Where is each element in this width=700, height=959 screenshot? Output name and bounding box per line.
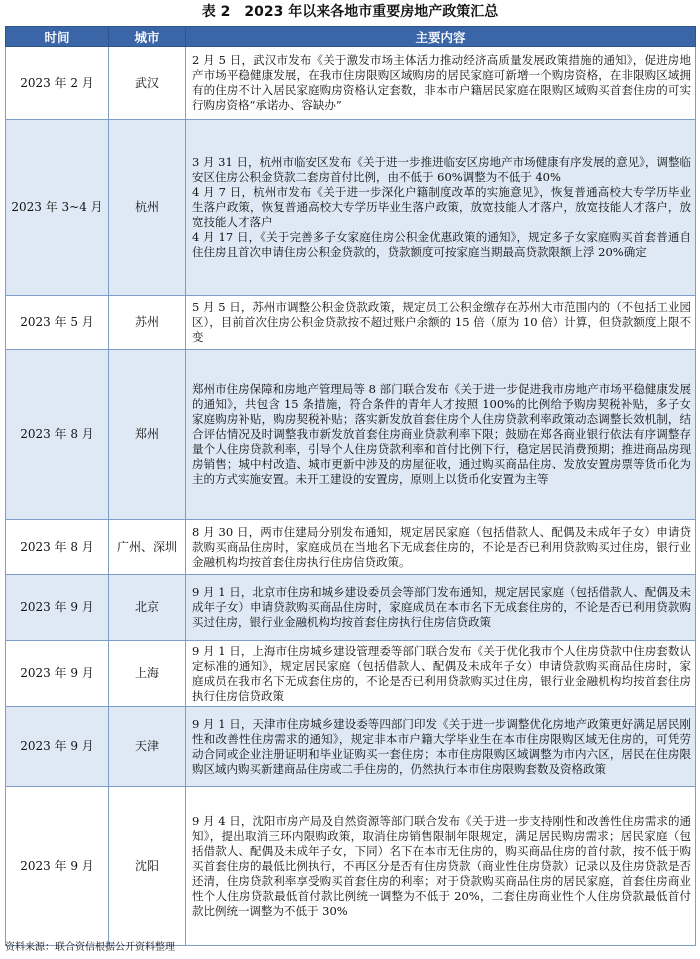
content-paragraph: 5 月 5 日，苏州市调整公积金贷款政策，规定员工公积金缴存在苏州大市范围内的（不包括工业园区），目前首次住房公积金贷款按不超过账户余额的 15 倍（原为 10 倍）计算，但贷款额度上限不变 [192, 300, 691, 344]
row-time: 2023 年 3~4 月 [6, 120, 109, 296]
row-content [186, 575, 696, 641]
content-paragraph: 3 月 31 日，杭州市临安区发布《关于进一步推进临安区房地产市场健康有序发展的意见》，调整临安区住房公积金贷款二套房首付比例，由不低于 60%调整为不低于 40% [192, 155, 691, 184]
row-time: 2023 年 9 月 [6, 707, 109, 787]
row-city: 沈阳 [109, 787, 186, 946]
row-content [186, 120, 696, 296]
row-content [186, 47, 696, 120]
content-paragraph: 8 月 30 日，两市住建局分别发布通知，规定居民家庭（包括借款人、配偶及未成年子女）申请贷款购买商品住房时，家庭成员在当地名下无成套住房的，不论是否已利用贷款购买过住房，银行业金融机构均按首套住房执行住房信贷政策。 [192, 524, 691, 569]
row-city: 苏州 [109, 296, 186, 350]
table-row [6, 641, 696, 707]
table-row [6, 575, 696, 641]
row-time: 2023 年 5 月 [6, 296, 109, 350]
source-note: 资料来源：联合资信根据公开资料整理 [5, 942, 175, 953]
content-paragraph: 9 月 1 日，天津市住房城乡建设委等四部门印发《关于进一步调整优化房地产政策更好满足居民刚性和改善性住房需求的通知》，规定非本市户籍大学毕业生在本市住房限购区域无住房的，可凭劳动合同或企业注册证明和毕业证购买一套住房；本市住房限购区域调整为市内六区，居民在住房限购区域内购买新建商品住房或二手住房的，仍然执行本市住房限购套数及资格政策 [192, 716, 691, 776]
row-city: 广州、深圳 [109, 520, 186, 575]
table-row [6, 520, 696, 575]
table-row [6, 350, 696, 520]
row-content [186, 296, 696, 350]
content-paragraph: 4 月 17 日，《关于完善多子女家庭住房公积金优惠政策的通知》，规定多子女家庭购买首套普通自住住房且首次申请住房公积金贷款的，贷款额度可按家庭当期最高贷款限额上浮 20%确定 [192, 230, 691, 259]
row-content [186, 350, 696, 520]
content-paragraph: 4 月 7 日，杭州市发布《关于进一步深化户籍制度改革的实施意见》，恢复普通高校大专学历毕业生落户政策，恢复普通高校大专学历毕业生落户政策，放宽技能人才落户，放宽技能人才落户，放宽技能人才落户 [192, 185, 691, 229]
policy-table [5, 26, 696, 946]
row-city: 武汉 [109, 47, 186, 120]
row-content [186, 787, 696, 946]
row-city: 杭州 [109, 120, 186, 296]
content-paragraph: 9 月 1 日，上海市住房城乡建设管理委等部门联合发布《关于优化我市个人住房贷款中住房套数认定标准的通知》，规定居民家庭（包括借款人、配偶及未成年子女）申请贷款购买商品住房时，家庭成员在我市名下无成套住房的，不论是否已利用贷款购买过住房，银行业金融机构均按首套住房执行住房信贷政策 [192, 643, 691, 703]
header-time: 时间 [6, 27, 109, 47]
row-city: 郑州 [109, 350, 186, 520]
row-city: 天津 [109, 707, 186, 787]
content-paragraph: 2 月 5 日，武汉市发布《关于激发市场主体活力推动经济高质量发展政策措施的通知》，促进房地产市场平稳健康发展，在我市住房限购区域购房的居民家庭可新增一个购房资格，在非限购区域拥有的住房不计入居民家庭购房资格认定套数，非本市户籍居民家庭在限购区域购买首套住房的可实行购房资格“承诺办、容缺办” [192, 53, 691, 112]
table-row [6, 120, 696, 296]
table-row [6, 787, 696, 946]
row-time: 2023 年 8 月 [6, 350, 109, 520]
table-row [6, 47, 696, 120]
content-paragraph: 9 月 4 日，沈阳市房产局及自然资源等部门联合发布《关于进一步支持刚性和改善性住房需求的通知》，提出取消三环内限购政策，取消住房销售限制年限规定，满足居民购房需求；居民家庭（包括借款人、配偶及未成年子女，下同）名下在本市无住房的，购买商品住房的首付款，按不低于购买首套住房的最低比例执行，不再区分是否有住房贷款（商业性住房贷款）记录以及住房贷款是否还清，住房贷款利率享受购买首套住房的利率；对于贷款购买商品住房的居民家庭，首套住房商业性个人住房贷款最低首付款比例统一调整为不低于 20%，二套住房商业性个人住房贷款最低首付款比例统一调整为不低于 30% [192, 813, 691, 918]
row-content [186, 520, 696, 575]
row-city: 上海 [109, 641, 186, 707]
table-row [6, 707, 696, 787]
content-paragraph: 9 月 1 日，北京市住房和城乡建设委员会等部门发布通知，规定居民家庭（包括借款人、配偶及未成年子女）申请贷款购买商品住房时，家庭成员在本市名下无成套住房的，不论是否已利用贷款购买过住房，银行业金融机构均按首套住房执行住房信贷政策 [192, 585, 691, 629]
table-row [6, 296, 696, 350]
row-time: 2023 年 9 月 [6, 575, 109, 641]
header-row [6, 27, 696, 47]
row-time: 2023 年 9 月 [6, 641, 109, 707]
row-city: 北京 [109, 575, 186, 641]
table-body [6, 47, 696, 946]
row-time: 2023 年 2 月 [6, 47, 109, 120]
table-title: 表 2 2023 年以来各地市重要房地产政策汇总 [201, 4, 499, 20]
header-content: 主要内容 [186, 27, 696, 47]
header-city: 城市 [109, 27, 186, 47]
row-time: 2023 年 9 月 [6, 787, 109, 946]
row-content [186, 641, 696, 707]
content-paragraph: 郑州市住房保障和房地产管理局等 8 部门联合发布《关于进一步促进我市房地产市场平稳健康发展的通知》，共包含 15 条措施，符合条件的青年人才按照 100%的比例给予购房契税补贴，多子女家庭购房补贴，购房契税补贴；落实新发放首套住房个人住房贷款利率政策动态调整长效机制，结合评估情况及时调整我市新发放首套住房商业贷款利率下限；鼓励在郑各商业银行依法有序调整存量个人住房贷款利率，引导个人住房贷款利率和首付比例下行，稳定居民消费预期；推进商品房现房销售；城中村改造、城市更新中涉及的房屋征收，通过购买商品住房、发放安置房票等货币化为主的方式实施安置。未开工建设的安置房，原则上以货币化安置为主等 [192, 382, 691, 486]
row-content [186, 707, 696, 787]
row-time: 2023 年 8 月 [6, 520, 109, 575]
